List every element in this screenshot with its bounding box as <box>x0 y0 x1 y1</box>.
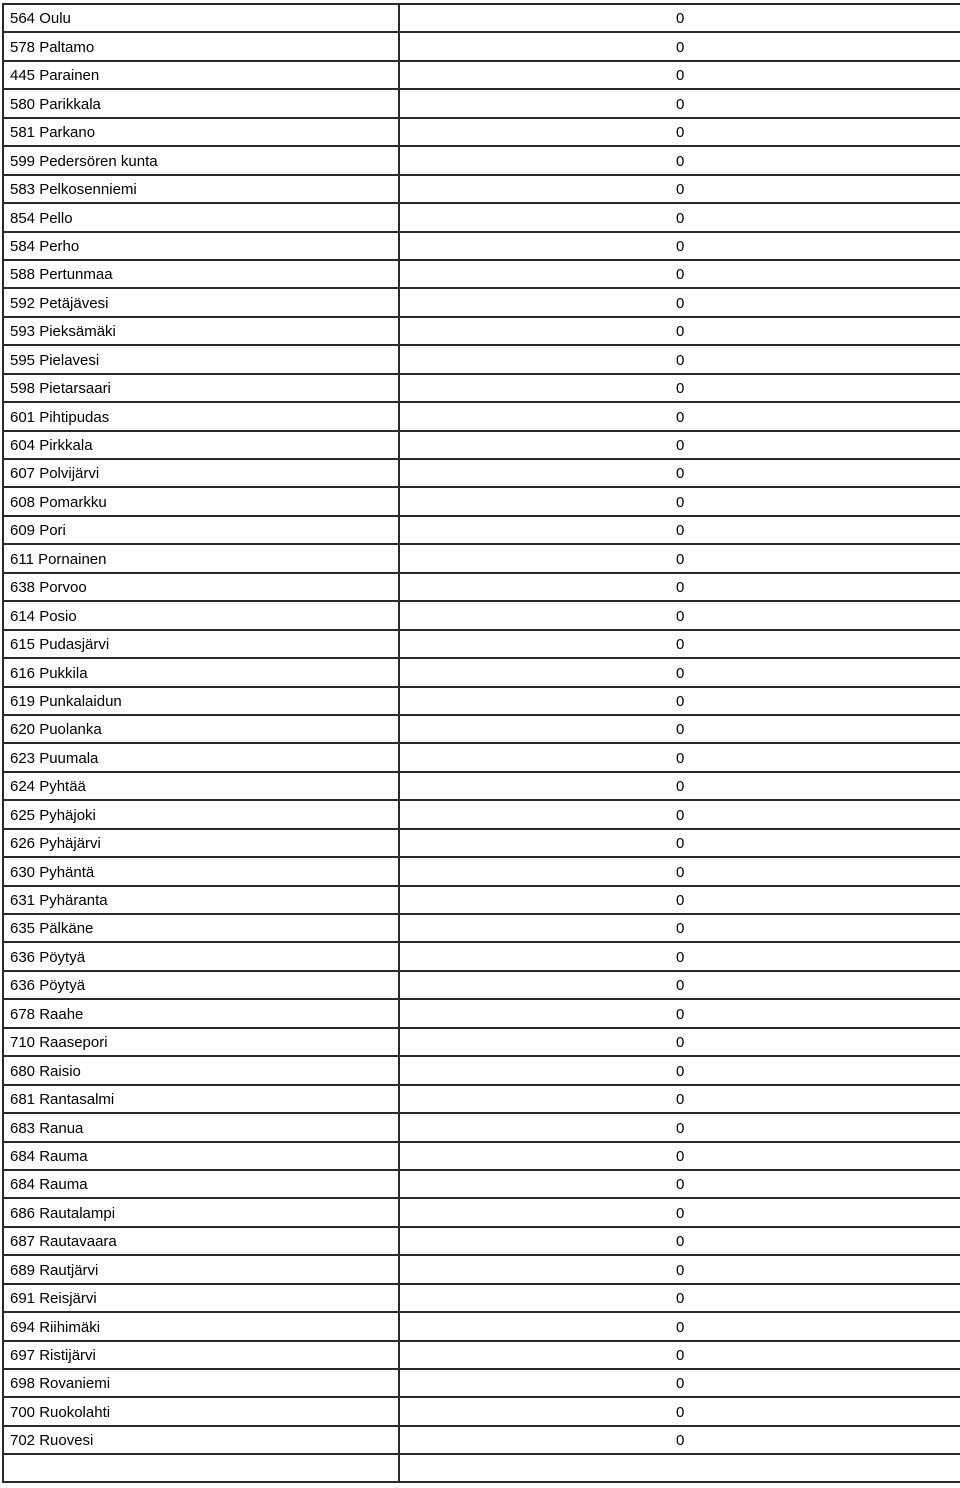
value-cell: 0 <box>399 658 960 686</box>
municipality-name-cell: 624 Pyhtää <box>3 772 399 800</box>
value-cell: 0 <box>399 800 960 828</box>
municipality-name-cell: 616 Pukkila <box>3 658 399 686</box>
municipality-name-cell: 630 Pyhäntä <box>3 857 399 885</box>
municipality-name-cell: 631 Pyhäranta <box>3 886 399 914</box>
municipality-name-cell: 578 Paltamo <box>3 32 399 60</box>
value-cell: 0 <box>399 1028 960 1056</box>
table-row <box>3 886 960 914</box>
value-cell: 0 <box>399 1284 960 1312</box>
municipality-name-cell: 620 Puolanka <box>3 715 399 743</box>
municipality-name-cell: 619 Punkalaidun <box>3 687 399 715</box>
value-cell: 0 <box>399 516 960 544</box>
municipality-name-cell: 564 Oulu <box>3 4 399 32</box>
table-row <box>3 232 960 260</box>
table-row <box>3 431 960 459</box>
municipality-name-cell: 854 Pello <box>3 203 399 231</box>
value-cell: 0 <box>399 942 960 970</box>
table-row <box>3 942 960 970</box>
value-cell: 0 <box>399 459 960 487</box>
municipality-name-cell: 686 Rautalampi <box>3 1198 399 1226</box>
table-row <box>3 1198 960 1226</box>
municipality-name-cell: 691 Reisjärvi <box>3 1284 399 1312</box>
municipality-name-cell: 580 Parikkala <box>3 89 399 117</box>
value-cell: 0 <box>399 345 960 373</box>
municipality-name-cell: 636 Pöytyä <box>3 971 399 999</box>
municipality-name-cell: 700 Ruokolahti <box>3 1397 399 1425</box>
municipality-name-cell: 710 Raasepori <box>3 1028 399 1056</box>
municipality-name-cell: 684 Rauma <box>3 1170 399 1198</box>
municipality-name-cell: 593 Pieksämäki <box>3 317 399 345</box>
table-row <box>3 1170 960 1198</box>
value-cell: 0 <box>399 914 960 942</box>
value-cell: 0 <box>399 1142 960 1170</box>
municipality-name-cell: 592 Petäjävesi <box>3 288 399 316</box>
table-row <box>3 1369 960 1397</box>
value-cell: 0 <box>399 971 960 999</box>
table-row <box>3 601 960 629</box>
table-row <box>3 800 960 828</box>
value-cell: 0 <box>399 687 960 715</box>
table-row <box>3 1227 960 1255</box>
table-body <box>3 4 960 1482</box>
table-row <box>3 1113 960 1141</box>
municipality-name-cell: 635 Pälkäne <box>3 914 399 942</box>
value-cell: 0 <box>399 886 960 914</box>
value-cell: 0 <box>399 715 960 743</box>
table-row <box>3 118 960 146</box>
table-row <box>3 1056 960 1084</box>
table-row <box>3 402 960 430</box>
municipality-name-cell: 702 Ruovesi <box>3 1426 399 1454</box>
table-row <box>3 829 960 857</box>
municipality-name-cell: 694 Riihimäki <box>3 1312 399 1340</box>
value-cell: 0 <box>399 260 960 288</box>
value-cell: 0 <box>399 175 960 203</box>
value-cell: 0 <box>399 89 960 117</box>
table-row <box>3 573 960 601</box>
table-row <box>3 914 960 942</box>
table-row <box>3 345 960 373</box>
value-cell: 0 <box>399 1369 960 1397</box>
municipality-name-cell: 595 Pielavesi <box>3 345 399 373</box>
value-cell: 0 <box>399 487 960 515</box>
table-row <box>3 4 960 32</box>
municipality-name-cell: 604 Pirkkala <box>3 431 399 459</box>
empty-cell <box>399 1454 960 1482</box>
municipality-name-cell: 698 Rovaniemi <box>3 1369 399 1397</box>
municipality-name-cell: 611 Pornainen <box>3 544 399 572</box>
table-row <box>3 630 960 658</box>
value-cell: 0 <box>399 772 960 800</box>
municipality-name-cell: 625 Pyhäjoki <box>3 800 399 828</box>
municipality-name-cell: 626 Pyhäjärvi <box>3 829 399 857</box>
value-cell: 0 <box>399 601 960 629</box>
table-row <box>3 459 960 487</box>
value-cell: 0 <box>399 374 960 402</box>
value-cell: 0 <box>399 1255 960 1283</box>
table-row <box>3 1312 960 1340</box>
table-row <box>3 260 960 288</box>
table-row <box>3 1426 960 1454</box>
empty-table-row <box>3 1454 960 1482</box>
value-cell: 0 <box>399 743 960 771</box>
table-row <box>3 544 960 572</box>
value-cell: 0 <box>399 573 960 601</box>
table-row <box>3 715 960 743</box>
value-cell: 0 <box>399 4 960 32</box>
table-row <box>3 487 960 515</box>
table-row <box>3 175 960 203</box>
municipality-name-cell: 683 Ranua <box>3 1113 399 1141</box>
municipality-name-cell: 614 Posio <box>3 601 399 629</box>
municipality-name-cell: 680 Raisio <box>3 1056 399 1084</box>
municipality-name-cell: 445 Parainen <box>3 61 399 89</box>
municipality-name-cell: 697 Ristijärvi <box>3 1341 399 1369</box>
table-row <box>3 203 960 231</box>
value-cell: 0 <box>399 1312 960 1340</box>
value-cell: 0 <box>399 61 960 89</box>
municipality-name-cell: 588 Pertunmaa <box>3 260 399 288</box>
table-row <box>3 1397 960 1425</box>
value-cell: 0 <box>399 1397 960 1425</box>
value-cell: 0 <box>399 1198 960 1226</box>
value-cell: 0 <box>399 232 960 260</box>
value-cell: 0 <box>399 203 960 231</box>
municipality-name-cell: 687 Rautavaara <box>3 1227 399 1255</box>
table-row <box>3 857 960 885</box>
municipality-name-cell: 599 Pedersören kunta <box>3 146 399 174</box>
municipality-name-cell: 609 Pori <box>3 516 399 544</box>
table-row <box>3 999 960 1027</box>
municipality-name-cell: 636 Pöytyä <box>3 942 399 970</box>
value-cell: 0 <box>399 1341 960 1369</box>
table-row <box>3 32 960 60</box>
value-cell: 0 <box>399 544 960 572</box>
table-row <box>3 374 960 402</box>
value-cell: 0 <box>399 431 960 459</box>
value-cell: 0 <box>399 118 960 146</box>
value-cell: 0 <box>399 402 960 430</box>
value-cell: 0 <box>399 146 960 174</box>
municipality-name-cell: 608 Pomarkku <box>3 487 399 515</box>
table-row <box>3 1085 960 1113</box>
table-row <box>3 317 960 345</box>
value-cell: 0 <box>399 1227 960 1255</box>
table-row <box>3 89 960 117</box>
value-cell: 0 <box>399 1170 960 1198</box>
municipality-name-cell: 689 Rautjärvi <box>3 1255 399 1283</box>
value-cell: 0 <box>399 630 960 658</box>
value-cell: 0 <box>399 32 960 60</box>
municipality-name-cell: 583 Pelkosenniemi <box>3 175 399 203</box>
municipality-name-cell: 584 Perho <box>3 232 399 260</box>
table-row <box>3 743 960 771</box>
value-cell: 0 <box>399 999 960 1027</box>
municipality-name-cell: 607 Polvijärvi <box>3 459 399 487</box>
value-cell: 0 <box>399 1056 960 1084</box>
value-cell: 0 <box>399 857 960 885</box>
municipality-name-cell: 638 Porvoo <box>3 573 399 601</box>
municipality-name-cell: 623 Puumala <box>3 743 399 771</box>
municipality-table <box>2 3 960 1483</box>
table-row <box>3 288 960 316</box>
table-row <box>3 1255 960 1283</box>
table-row <box>3 146 960 174</box>
value-cell: 0 <box>399 288 960 316</box>
table-row <box>3 1341 960 1369</box>
table-row <box>3 516 960 544</box>
table-row <box>3 971 960 999</box>
table-row <box>3 61 960 89</box>
table-row <box>3 1284 960 1312</box>
table-row <box>3 658 960 686</box>
municipality-name-cell: 684 Rauma <box>3 1142 399 1170</box>
value-cell: 0 <box>399 1113 960 1141</box>
table-row <box>3 687 960 715</box>
value-cell: 0 <box>399 1085 960 1113</box>
municipality-name-cell: 678 Raahe <box>3 999 399 1027</box>
municipality-name-cell: 681 Rantasalmi <box>3 1085 399 1113</box>
value-cell: 0 <box>399 317 960 345</box>
table-row <box>3 1028 960 1056</box>
table-row <box>3 1142 960 1170</box>
empty-cell <box>3 1454 399 1482</box>
table-row <box>3 772 960 800</box>
value-cell: 0 <box>399 1426 960 1454</box>
municipality-name-cell: 598 Pietarsaari <box>3 374 399 402</box>
municipality-name-cell: 601 Pihtipudas <box>3 402 399 430</box>
value-cell: 0 <box>399 829 960 857</box>
municipality-name-cell: 581 Parkano <box>3 118 399 146</box>
municipality-name-cell: 615 Pudasjärvi <box>3 630 399 658</box>
